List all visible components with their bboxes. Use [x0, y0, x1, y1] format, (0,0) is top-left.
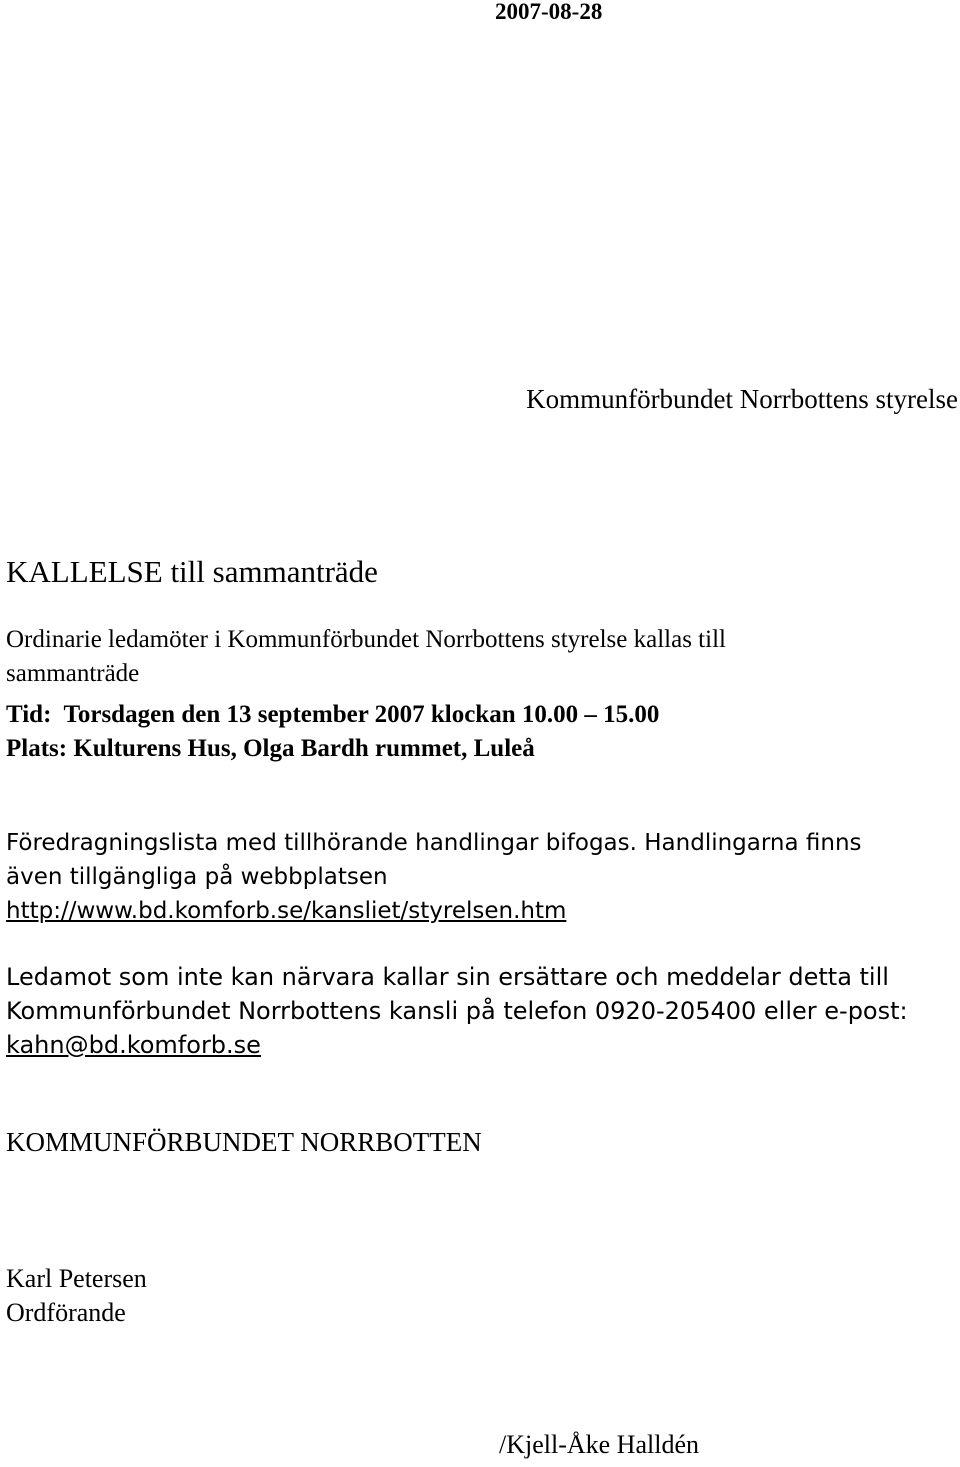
organization-name: KOMMUNFÖRBUNDET NORRBOTTEN — [6, 1127, 482, 1157]
meeting-time — [6, 698, 659, 732]
agenda-paragraph — [6, 826, 862, 928]
time-label: Tid: — [6, 701, 52, 728]
meeting-details — [6, 698, 659, 766]
agenda-line-1: Föredragningslista med tillhörande handlingar bifogas. Handlingarna finns — [6, 830, 862, 856]
time-end: 15.00 — [603, 701, 660, 728]
time-value: Torsdagen den 13 september 2007 klockan 10.00 — [63, 701, 579, 728]
intro-line-2: sammanträde — [6, 660, 140, 687]
chair-title: Ordförande — [6, 1298, 126, 1327]
meeting-place — [6, 732, 659, 766]
document-title: KALLELSE till sammanträde — [6, 554, 378, 589]
place-label: Plats: — [6, 735, 68, 762]
place-value: Kulturens Hus, Olga Bardh rummet, Luleå — [73, 735, 535, 762]
time-dash: – — [584, 701, 597, 728]
absence-paragraph — [6, 960, 908, 1062]
intro-paragraph — [6, 623, 726, 691]
secretary-signature: /Kjell-Åke Halldén — [499, 1430, 699, 1459]
absence-line-2: Kommunförbundet Norrbottens kansli på telefon 0920-205400 eller e-post: — [6, 997, 908, 1025]
absence-line-1: Ledamot som inte kan närvara kallar sin ersättare och meddelar detta till — [6, 963, 889, 991]
chair-name: Karl Petersen — [6, 1264, 147, 1293]
document-date: 2007-08-28 — [495, 0, 603, 24]
chair-signature-block — [6, 1262, 147, 1330]
agenda-line-2: även tillgängliga på webbplatsen — [6, 864, 388, 890]
intro-line-1: Ordinarie ledamöter i Kommunförbundet Norrbottens styrelse kallas till — [6, 626, 726, 653]
agenda-url-link[interactable]: http://www.bd.komforb.se/kansliet/styrelsen.htm — [6, 898, 567, 924]
recipient-line: Kommunförbundet Norrbottens styrelse — [526, 384, 958, 414]
email-link[interactable]: kahn@bd.komforb.se — [6, 1031, 261, 1059]
